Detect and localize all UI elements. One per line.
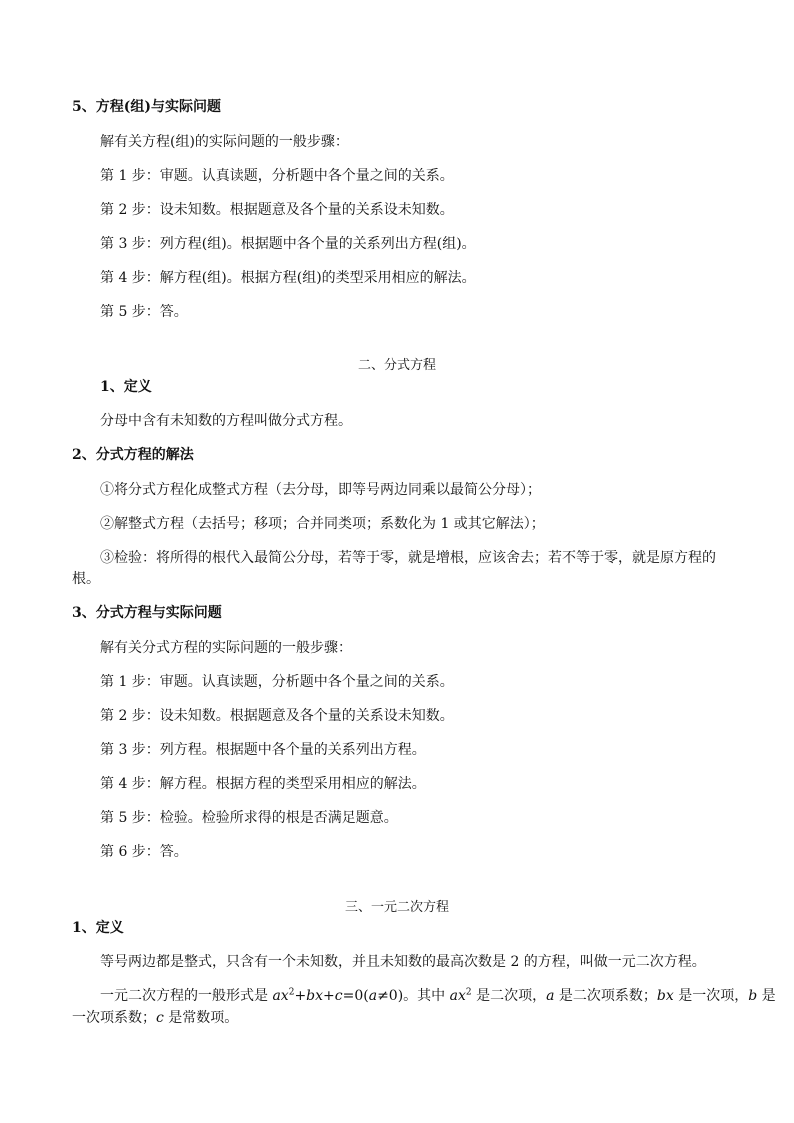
solution-step-3-line-1: ③检验：将所得的根代入最简公分母，若等于零，就是增根，应该舍去；若不等于零，就是原方程的	[100, 550, 716, 566]
part-2-step-6: 第 6 步：答。	[100, 844, 188, 860]
linear-coefficient-b: b	[748, 988, 758, 1004]
quadratic-coefficient-a: a	[546, 988, 555, 1004]
linear-coefficient-label: 一次项系数；	[72, 1010, 156, 1026]
general-form-ax: ax	[272, 988, 289, 1004]
constant-term-c: c	[156, 1010, 164, 1026]
quadratic-term-ax: ax	[449, 988, 466, 1004]
part-2-step-4: 第 4 步：解方程。根据方程的类型采用相应的解法。	[100, 776, 426, 792]
part-2-definition-text: 分母中含有未知数的方程叫做分式方程。	[100, 413, 352, 429]
quadratic-term-label: 是二次项，	[471, 988, 547, 1004]
general-form-plus-2: +	[323, 988, 335, 1004]
part-3-definition-heading: 1、定义	[72, 920, 124, 936]
part-2-application-heading: 3、分式方程与实际问题	[72, 605, 222, 621]
linear-term-bx: bx	[656, 988, 674, 1004]
part-2-solution-heading: 2、分式方程的解法	[72, 447, 194, 463]
section-5-step-4: 第 4 步：解方程(组)。根据方程(组)的类型采用相应的解法。	[100, 270, 476, 286]
section-5-step-3: 第 3 步：列方程(组)。根据题中各个量的关系列出方程(组)。	[100, 236, 476, 252]
part-2-title: 二、分式方程	[357, 358, 436, 373]
linear-coefficient-is: 是	[757, 988, 776, 1004]
part-2-step-2: 第 2 步：设未知数。根据题意及各个量的关系设未知数。	[100, 708, 454, 724]
part-2-step-1: 第 1 步：审题。认真读题，分析题中各个量之间的关系。	[100, 674, 454, 690]
part-2-definition-heading: 1、定义	[100, 379, 152, 395]
solution-step-2: ②解整式方程（去括号；移项；合并同类项；系数化为 1 或其它解法）；	[100, 516, 545, 532]
general-form-a-condition: a	[368, 988, 378, 1004]
solution-step-3-line-2: 根。	[72, 571, 100, 587]
quadratic-coefficient-label: 是二次项系数；	[554, 988, 657, 1004]
section-5-step-1: 第 1 步：审题。认真读题，分析题中各个量之间的关系。	[100, 168, 454, 184]
general-form-line-1	[100, 986, 776, 1006]
solution-step-1: ①将分式方程化成整式方程（去分母，即等号两边同乘以最简公分母）；	[100, 482, 541, 498]
constant-term-label: 是常数项。	[163, 1010, 239, 1026]
general-form-line-2	[72, 1008, 238, 1028]
part-3-definition-text: 等号两边都是整式，只含有一个未知数，并且未知数的最高次数是 2 的方程，叫做一元二次方程。	[100, 954, 706, 970]
part-2-application-intro: 解有关分式方程的实际问题的一般步骤：	[100, 640, 352, 656]
section-5-heading: 5、方程(组)与实际问题	[72, 99, 221, 115]
section-5-intro: 解有关方程(组)的实际问题的一般步骤：	[100, 134, 349, 150]
part-2-step-3: 第 3 步：列方程。根据题中各个量的关系列出方程。	[100, 742, 426, 758]
general-form-bx: bx	[306, 988, 324, 1004]
general-form-equals: =0(	[342, 988, 369, 1004]
general-form-plus-1: +	[294, 988, 307, 1004]
general-form-prefix: 一元二次方程的一般形式是	[100, 988, 273, 1004]
section-5-step-2: 第 2 步：设未知数。根据题意及各个量的关系设未知数。	[100, 202, 454, 218]
general-form-condition-text: ≠0)。其中	[377, 988, 450, 1004]
general-form-exponent: 2	[288, 987, 295, 998]
general-form-c: c	[334, 988, 343, 1004]
quadratic-term-exponent: 2	[465, 987, 472, 998]
section-5-step-5: 第 5 步：答。	[100, 304, 188, 320]
part-3-title: 三、一元二次方程	[344, 900, 449, 915]
linear-term-label: 是一次项，	[673, 988, 749, 1004]
part-2-step-5: 第 5 步：检验。检验所求得的根是否满足题意。	[100, 810, 398, 826]
